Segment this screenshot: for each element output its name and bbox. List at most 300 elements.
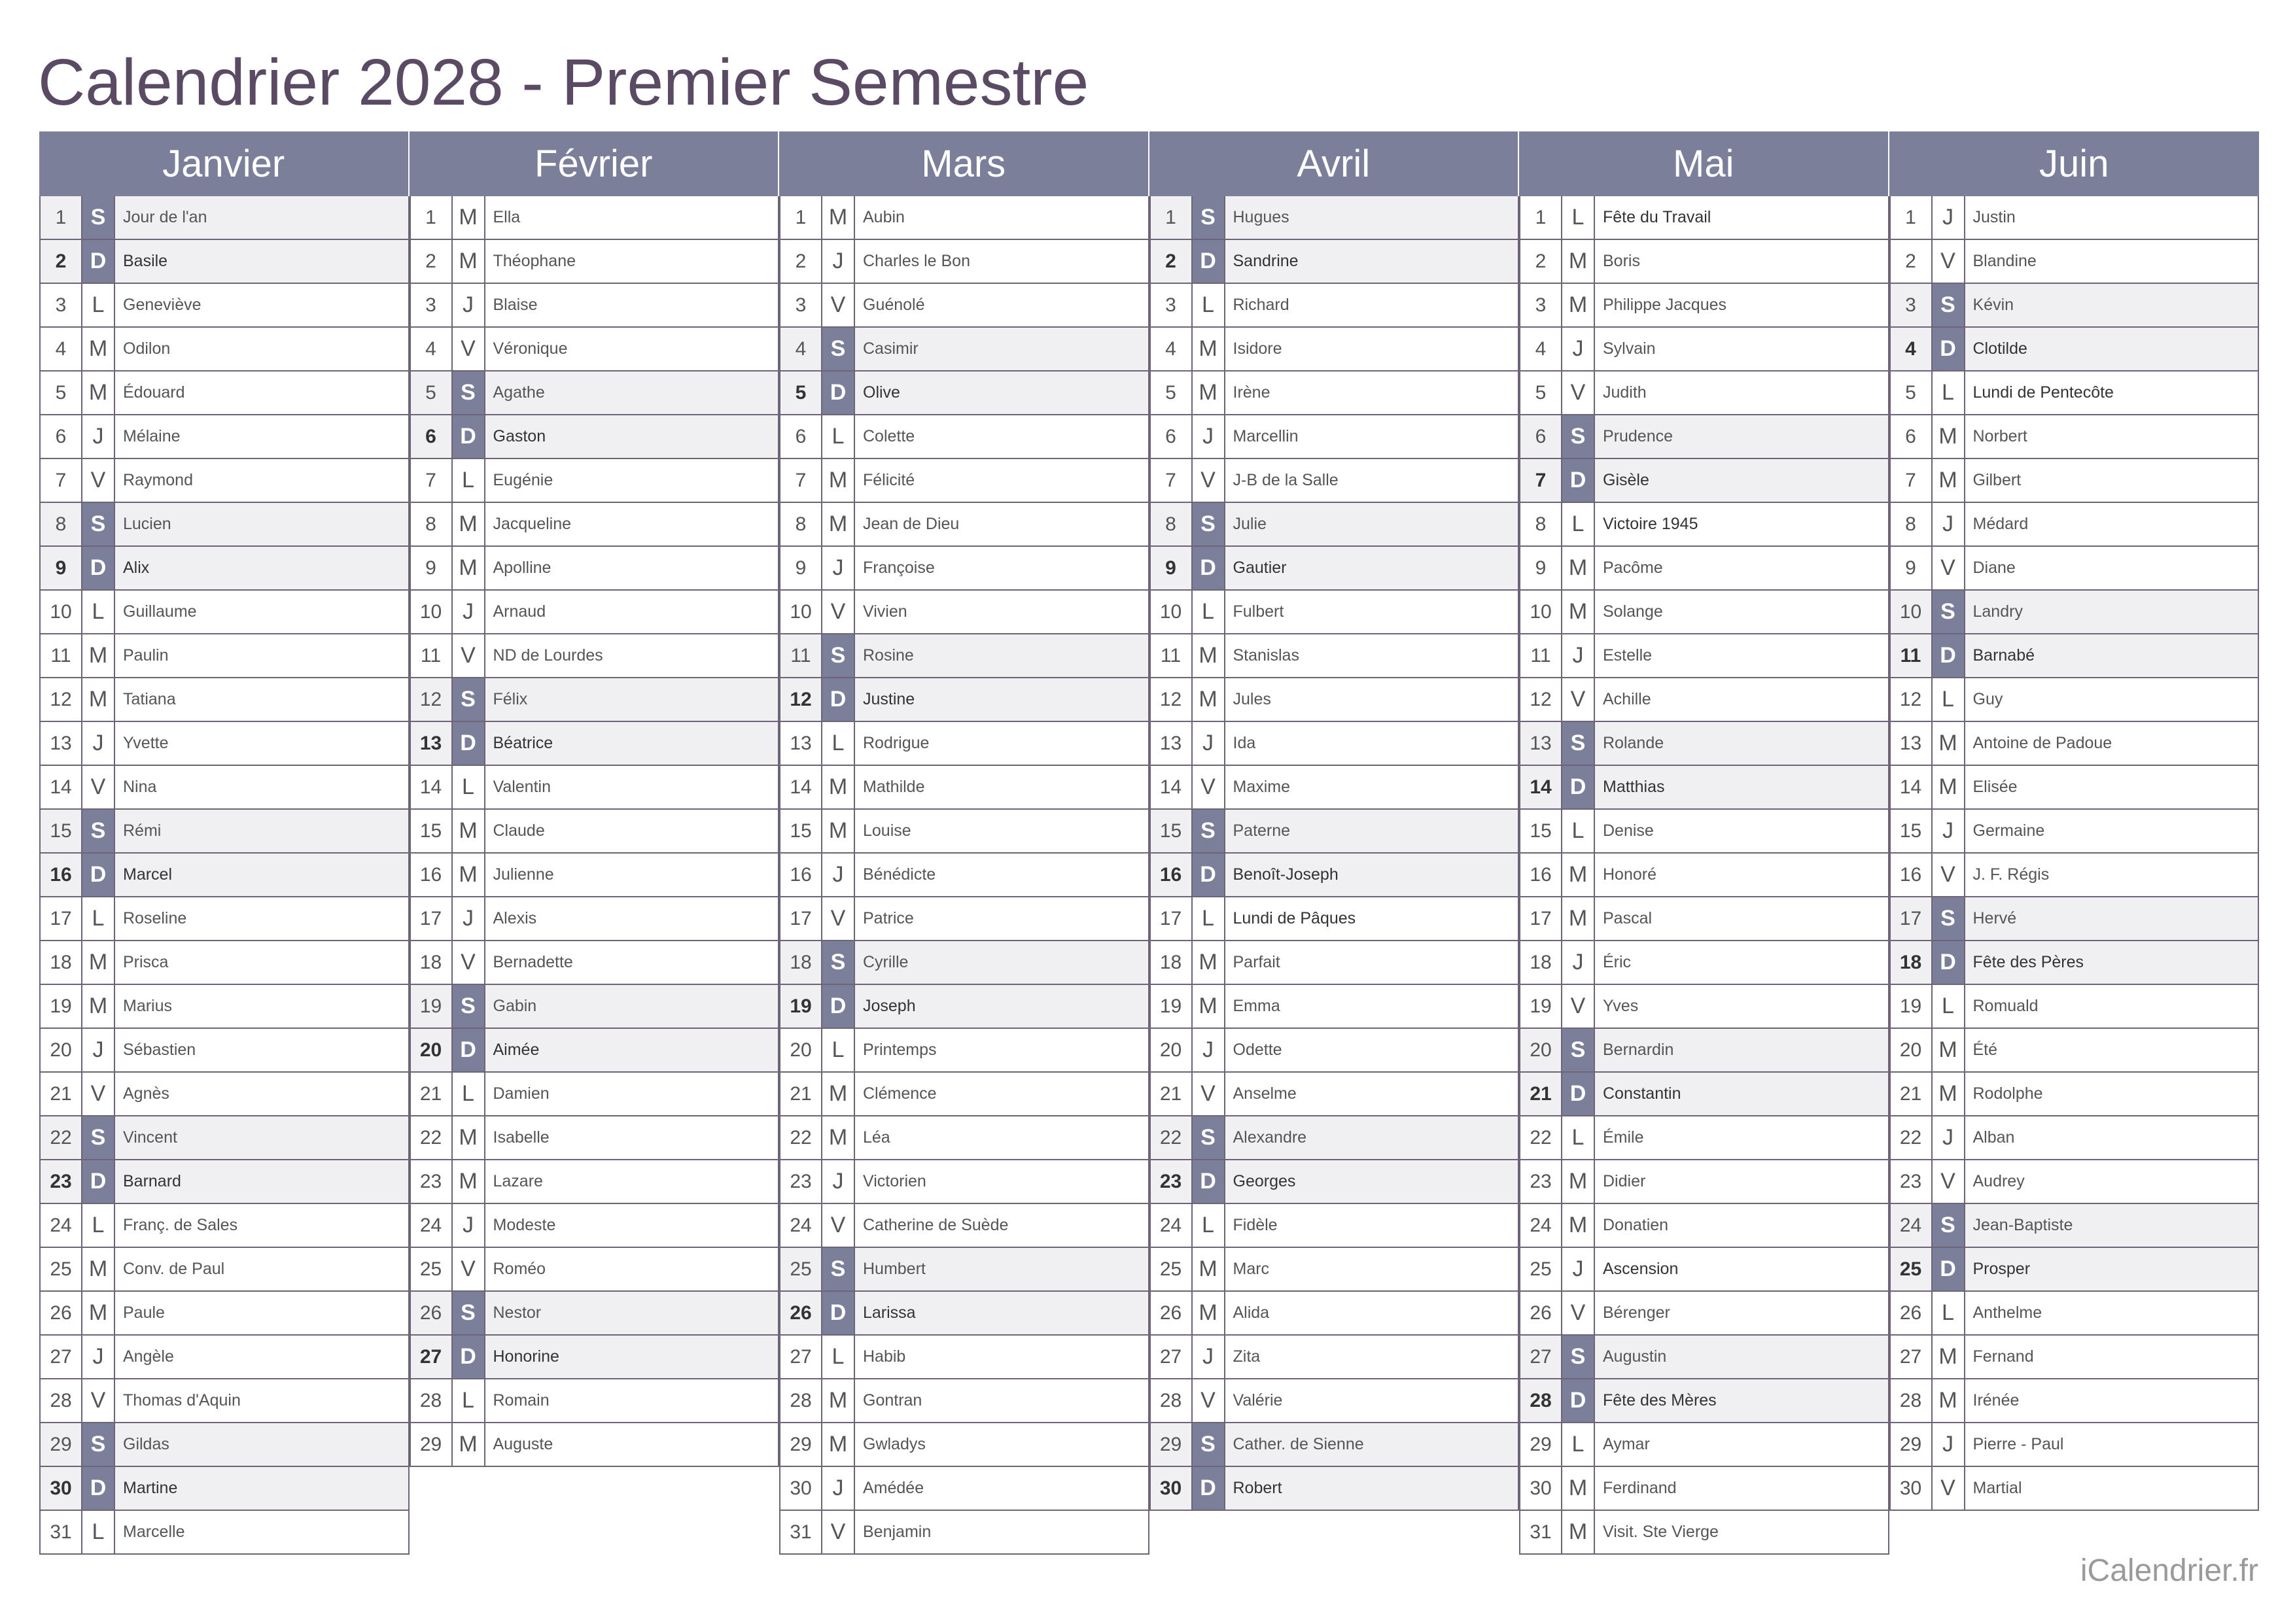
- saint-name: Éric: [1603, 953, 1632, 971]
- day-number: 5: [1520, 371, 1562, 414]
- saint-name: Édouard: [123, 383, 185, 402]
- weekday-letter: M: [1562, 1160, 1595, 1203]
- day-row: [780, 591, 1149, 634]
- day-row: [1520, 1423, 1889, 1467]
- day-number: 23: [780, 1160, 822, 1203]
- day-number: 7: [411, 459, 453, 502]
- saint-name: Blandine: [1972, 252, 2037, 270]
- day-number: 17: [1151, 897, 1193, 940]
- day-number: 8: [41, 503, 82, 545]
- day-number: 4: [1520, 328, 1562, 370]
- weekday-letter: D: [82, 1160, 115, 1203]
- weekday-letter: V: [1933, 854, 1965, 896]
- day-number: 9: [1151, 547, 1193, 589]
- day-row: [1891, 722, 2260, 766]
- saint-name: Didier: [1603, 1172, 1646, 1190]
- saint-name: Olive: [863, 383, 900, 402]
- day-row: [780, 459, 1149, 503]
- day-row: [1891, 284, 2260, 328]
- day-row: [1891, 547, 2260, 591]
- day-number: 4: [411, 328, 453, 370]
- day-number: 6: [780, 415, 822, 458]
- day-number: 6: [1520, 415, 1562, 458]
- saint-name: Norbert: [1972, 427, 2027, 445]
- saint-name: Justine: [863, 690, 915, 708]
- saint-name: Yvette: [123, 734, 169, 752]
- day-row: [1151, 897, 1520, 941]
- saint-name: Guénolé: [863, 296, 925, 314]
- saint-name: Denise: [1603, 821, 1654, 840]
- saint-name: Victoire 1945: [1603, 515, 1698, 533]
- weekday-letter: S: [1933, 1204, 1965, 1247]
- weekday-letter: V: [1193, 766, 1225, 808]
- saint-name: Ascension: [1603, 1260, 1679, 1278]
- day-row: [41, 459, 410, 503]
- day-row: [411, 1248, 780, 1292]
- day-row: [41, 1204, 410, 1248]
- weekday-letter: D: [1933, 634, 1965, 677]
- day-number: 19: [1151, 985, 1193, 1028]
- day-number: 9: [1520, 547, 1562, 589]
- day-row: [411, 678, 780, 722]
- weekday-letter: V: [1193, 1379, 1225, 1422]
- month-header: Février: [410, 131, 780, 196]
- day-number: 24: [1891, 1204, 1933, 1247]
- day-row: [41, 547, 410, 591]
- weekday-letter: V: [1933, 1160, 1965, 1203]
- weekday-letter: V: [1562, 1292, 1595, 1334]
- day-number: 18: [1151, 941, 1193, 984]
- saint-name: Gontran: [863, 1391, 922, 1409]
- saint-name: Fête du Travail: [1603, 208, 1711, 226]
- day-number: 12: [780, 678, 822, 721]
- day-number: 21: [41, 1073, 82, 1115]
- day-row: [1891, 1248, 2260, 1292]
- weekday-letter: M: [1193, 678, 1225, 721]
- day-number: 7: [1520, 459, 1562, 502]
- day-number: 24: [411, 1204, 453, 1247]
- saint-name: Gisèle: [1603, 471, 1649, 489]
- weekday-letter: S: [82, 196, 115, 239]
- day-number: 25: [41, 1248, 82, 1290]
- day-number: 6: [41, 415, 82, 458]
- day-number: 18: [780, 941, 822, 984]
- weekday-letter: L: [82, 1204, 115, 1247]
- saint-name: Sylvain: [1603, 339, 1656, 358]
- day-row: [1151, 1204, 1520, 1248]
- day-row: [1520, 1292, 1889, 1336]
- day-number: 8: [1891, 503, 1933, 545]
- weekday-letter: M: [1933, 415, 1965, 458]
- day-number: 10: [1151, 591, 1193, 633]
- weekday-letter: M: [822, 810, 855, 852]
- weekday-letter: J: [1562, 328, 1595, 370]
- saint-name: Philippe Jacques: [1603, 296, 1727, 314]
- weekday-letter: M: [1193, 371, 1225, 414]
- saint-name: Conv. de Paul: [123, 1260, 225, 1278]
- saint-name: Pierre - Paul: [1972, 1435, 2064, 1453]
- day-row: [1520, 1511, 1889, 1555]
- saint-name: Diane: [1972, 559, 2016, 577]
- day-row: [411, 1160, 780, 1204]
- day-row: [411, 1116, 780, 1160]
- day-number: 11: [41, 634, 82, 677]
- saint-name: Barnard: [123, 1172, 181, 1190]
- day-row: [780, 1029, 1149, 1073]
- saint-name: Irène: [1233, 383, 1270, 402]
- day-row: [1520, 678, 1889, 722]
- weekday-letter: D: [1193, 1467, 1225, 1510]
- day-number: 9: [780, 547, 822, 589]
- saint-name: Estelle: [1603, 646, 1653, 665]
- day-number: 26: [41, 1292, 82, 1334]
- day-number: 23: [1891, 1160, 1933, 1203]
- day-number: 2: [1520, 240, 1562, 283]
- day-number: 28: [1520, 1379, 1562, 1422]
- saint-name: Alban: [1972, 1128, 2015, 1147]
- day-row: [1520, 985, 1889, 1029]
- weekday-letter: J: [82, 1336, 115, 1378]
- day-number: 13: [1151, 722, 1193, 765]
- weekday-letter: V: [822, 591, 855, 633]
- day-number: 27: [41, 1336, 82, 1378]
- day-row: [1520, 897, 1889, 941]
- day-number: 6: [411, 415, 453, 458]
- day-number: 26: [411, 1292, 453, 1334]
- day-row: [1891, 1160, 2260, 1204]
- day-row: [41, 634, 410, 678]
- day-number: 10: [1520, 591, 1562, 633]
- saint-name: Jean-Baptiste: [1972, 1216, 2073, 1234]
- day-number: 30: [1891, 1467, 1933, 1510]
- day-number: 13: [411, 722, 453, 765]
- day-row: [1151, 1292, 1520, 1336]
- weekday-letter: S: [822, 634, 855, 677]
- saint-name: Agnès: [123, 1084, 169, 1103]
- day-number: 7: [780, 459, 822, 502]
- day-number: 27: [1891, 1336, 1933, 1378]
- day-row: [780, 1204, 1149, 1248]
- day-number: 22: [780, 1116, 822, 1159]
- day-row: [411, 1292, 780, 1336]
- weekday-letter: S: [1193, 1116, 1225, 1159]
- day-row: [1891, 1467, 2260, 1511]
- day-number: 5: [780, 371, 822, 414]
- saint-name: Honoré: [1603, 865, 1656, 884]
- saint-name: Jean de Dieu: [863, 515, 960, 533]
- day-row: [411, 634, 780, 678]
- day-number: 7: [41, 459, 82, 502]
- weekday-letter: D: [1562, 459, 1595, 502]
- day-row: [41, 196, 410, 240]
- day-row: [780, 678, 1149, 722]
- day-row: [1520, 810, 1889, 854]
- weekday-letter: S: [453, 678, 485, 721]
- saint-name: Bernadette: [493, 953, 573, 971]
- day-row: [1891, 634, 2260, 678]
- weekday-letter: S: [1933, 591, 1965, 633]
- weekday-letter: L: [82, 897, 115, 940]
- day-number: 28: [1151, 1379, 1193, 1422]
- day-number: 9: [1891, 547, 1933, 589]
- day-number: 26: [1520, 1292, 1562, 1334]
- day-row: [1520, 634, 1889, 678]
- weekday-letter: M: [822, 196, 855, 239]
- weekday-letter: V: [822, 284, 855, 326]
- saint-name: Béatrice: [493, 734, 553, 752]
- weekday-letter: S: [453, 1292, 485, 1334]
- month-column: [1519, 131, 1889, 1555]
- weekday-letter: M: [1193, 1248, 1225, 1290]
- day-number: 1: [780, 196, 822, 239]
- weekday-letter: V: [1562, 371, 1595, 414]
- day-row: [1891, 678, 2260, 722]
- weekday-letter: L: [822, 1029, 855, 1071]
- day-number: 24: [1520, 1204, 1562, 1247]
- saint-name: Prudence: [1603, 427, 1673, 445]
- day-row: [1891, 1029, 2260, 1073]
- day-number: 24: [1151, 1204, 1193, 1247]
- day-number: 26: [1891, 1292, 1933, 1334]
- weekday-letter: M: [1933, 1073, 1965, 1115]
- weekday-letter: M: [1193, 1292, 1225, 1334]
- saint-name: Geneviève: [123, 296, 201, 314]
- day-number: 30: [1520, 1467, 1562, 1510]
- day-row: [1891, 854, 2260, 897]
- weekday-letter: M: [1193, 634, 1225, 677]
- day-row: [411, 1204, 780, 1248]
- weekday-letter: V: [1933, 547, 1965, 589]
- day-number: 29: [41, 1423, 82, 1466]
- weekday-letter: L: [1933, 678, 1965, 721]
- day-number: 31: [41, 1511, 82, 1553]
- weekday-letter: L: [1193, 1204, 1225, 1247]
- weekday-letter: L: [1562, 1423, 1595, 1466]
- day-list: [1889, 196, 2260, 1511]
- saint-name: Achille: [1603, 690, 1651, 708]
- saint-name: Benoît-Joseph: [1233, 865, 1339, 884]
- day-number: 24: [780, 1204, 822, 1247]
- day-row: [411, 1379, 780, 1423]
- saint-name: Casimir: [863, 339, 919, 358]
- day-row: [780, 503, 1149, 547]
- weekday-letter: M: [82, 941, 115, 984]
- weekday-letter: J: [822, 1160, 855, 1203]
- weekday-letter: S: [822, 941, 855, 984]
- day-number: 15: [41, 810, 82, 852]
- day-number: 5: [1891, 371, 1933, 414]
- day-list: [1149, 196, 1520, 1511]
- day-number: 16: [1151, 854, 1193, 896]
- day-row: [41, 415, 410, 459]
- weekday-letter: D: [82, 854, 115, 896]
- weekday-letter: D: [1193, 240, 1225, 283]
- saint-name: Lundi de Pentecôte: [1972, 383, 2114, 402]
- saint-name: Fulbert: [1233, 602, 1284, 621]
- weekday-letter: L: [822, 415, 855, 458]
- saint-name: Léa: [863, 1128, 890, 1147]
- saint-name: Hugues: [1233, 208, 1289, 226]
- saint-name: Patrice: [863, 909, 914, 927]
- weekday-letter: D: [822, 985, 855, 1028]
- day-number: 13: [780, 722, 822, 765]
- day-row: [1151, 1379, 1520, 1423]
- weekday-letter: D: [1933, 1248, 1965, 1290]
- day-row: [1151, 678, 1520, 722]
- saint-name: Jules: [1233, 690, 1271, 708]
- weekday-letter: L: [82, 591, 115, 633]
- saint-name: Justin: [1972, 208, 2016, 226]
- day-row: [780, 547, 1149, 591]
- day-number: 12: [411, 678, 453, 721]
- page-title: Calendrier 2028 - Premier Semestre: [38, 46, 1089, 119]
- day-row: [41, 1336, 410, 1379]
- day-number: 1: [41, 196, 82, 239]
- day-number: 21: [411, 1073, 453, 1115]
- calendar-grid: [39, 131, 2259, 1555]
- day-row: [1520, 1336, 1889, 1379]
- day-row: [411, 722, 780, 766]
- day-number: 29: [1151, 1423, 1193, 1466]
- weekday-letter: S: [82, 1423, 115, 1466]
- weekday-letter: M: [1933, 1336, 1965, 1378]
- saint-name: Clémence: [863, 1084, 937, 1103]
- day-row: [1520, 941, 1889, 985]
- saint-name: Antoine de Padoue: [1972, 734, 2112, 752]
- day-row: [41, 1292, 410, 1336]
- saint-name: Théophane: [493, 252, 576, 270]
- weekday-letter: S: [822, 328, 855, 370]
- day-list: [39, 196, 410, 1555]
- weekday-letter: V: [1933, 240, 1965, 283]
- day-number: 23: [1151, 1160, 1193, 1203]
- weekday-letter: L: [1562, 503, 1595, 545]
- day-list: [410, 196, 780, 1467]
- day-number: 19: [1891, 985, 1933, 1028]
- weekday-letter: M: [453, 196, 485, 239]
- day-number: 3: [1151, 284, 1193, 326]
- day-row: [1891, 1073, 2260, 1116]
- day-row: [41, 1029, 410, 1073]
- day-number: 8: [780, 503, 822, 545]
- day-row: [1520, 591, 1889, 634]
- saint-name: Roméo: [493, 1260, 546, 1278]
- day-number: 24: [41, 1204, 82, 1247]
- day-number: 28: [41, 1379, 82, 1422]
- day-number: 11: [780, 634, 822, 677]
- saint-name: Alida: [1233, 1304, 1270, 1322]
- weekday-letter: S: [1562, 1029, 1595, 1071]
- day-number: 17: [780, 897, 822, 940]
- saint-name: Clotilde: [1972, 339, 2027, 358]
- saint-name: Auguste: [493, 1435, 553, 1453]
- saint-name: Rodrigue: [863, 734, 930, 752]
- saint-name: Cyrille: [863, 953, 909, 971]
- day-row: [1151, 459, 1520, 503]
- weekday-letter: J: [1193, 1336, 1225, 1378]
- day-number: 16: [411, 854, 453, 896]
- day-row: [1151, 854, 1520, 897]
- saint-name: Rosine: [863, 646, 914, 665]
- saint-name: Félix: [493, 690, 528, 708]
- day-number: 14: [41, 766, 82, 808]
- day-number: 22: [1151, 1116, 1193, 1159]
- weekday-letter: M: [82, 371, 115, 414]
- weekday-letter: V: [1562, 985, 1595, 1028]
- day-row: [41, 1511, 410, 1555]
- weekday-letter: L: [82, 284, 115, 326]
- weekday-letter: D: [82, 1467, 115, 1510]
- saint-name: Angèle: [123, 1347, 174, 1366]
- day-number: 3: [1891, 284, 1933, 326]
- weekday-letter: S: [82, 810, 115, 852]
- weekday-letter: J: [1933, 503, 1965, 545]
- day-number: 25: [411, 1248, 453, 1290]
- day-number: 5: [411, 371, 453, 414]
- saint-name: Marcelle: [123, 1523, 185, 1541]
- saint-name: Lundi de Pâques: [1233, 909, 1356, 927]
- saint-name: Gildas: [123, 1435, 169, 1453]
- day-row: [41, 897, 410, 941]
- day-row: [1520, 1073, 1889, 1116]
- saint-name: Aubin: [863, 208, 905, 226]
- weekday-letter: M: [453, 1160, 485, 1203]
- day-row: [411, 897, 780, 941]
- day-row: [1891, 415, 2260, 459]
- day-number: 20: [1151, 1029, 1193, 1071]
- day-row: [1891, 1292, 2260, 1336]
- saint-name: Martine: [123, 1479, 178, 1497]
- saint-name: Pascal: [1603, 909, 1653, 927]
- day-number: 10: [411, 591, 453, 633]
- weekday-letter: L: [1562, 810, 1595, 852]
- weekday-letter: M: [1562, 547, 1595, 589]
- day-number: 11: [411, 634, 453, 677]
- day-number: 2: [780, 240, 822, 283]
- day-row: [1520, 1029, 1889, 1073]
- saint-name: Judith: [1603, 383, 1647, 402]
- saint-name: Félicité: [863, 471, 915, 489]
- weekday-letter: D: [1933, 941, 1965, 984]
- weekday-letter: V: [1193, 1073, 1225, 1115]
- weekday-letter: M: [453, 854, 485, 896]
- day-number: 14: [1891, 766, 1933, 808]
- saint-name: Valentin: [493, 778, 551, 796]
- saint-name: Apolline: [493, 559, 552, 577]
- weekday-letter: L: [82, 1511, 115, 1553]
- day-row: [1151, 1423, 1520, 1467]
- saint-name: Paulin: [123, 646, 169, 665]
- day-row: [1891, 240, 2260, 284]
- day-number: 25: [1891, 1248, 1933, 1290]
- saint-name: Donatien: [1603, 1216, 1669, 1234]
- day-row: [1891, 897, 2260, 941]
- saint-name: Julie: [1233, 515, 1267, 533]
- day-number: 11: [1520, 634, 1562, 677]
- day-row: [1520, 1116, 1889, 1160]
- day-number: 15: [1891, 810, 1933, 852]
- saint-name: Humbert: [863, 1260, 926, 1278]
- day-row: [411, 591, 780, 634]
- saint-name: Véronique: [493, 339, 568, 358]
- saint-name: Lazare: [493, 1172, 543, 1190]
- weekday-letter: S: [453, 371, 485, 414]
- month-header: Mars: [779, 131, 1149, 196]
- day-row: [41, 503, 410, 547]
- saint-name: Larissa: [863, 1304, 916, 1322]
- day-row: [780, 985, 1149, 1029]
- weekday-letter: M: [453, 810, 485, 852]
